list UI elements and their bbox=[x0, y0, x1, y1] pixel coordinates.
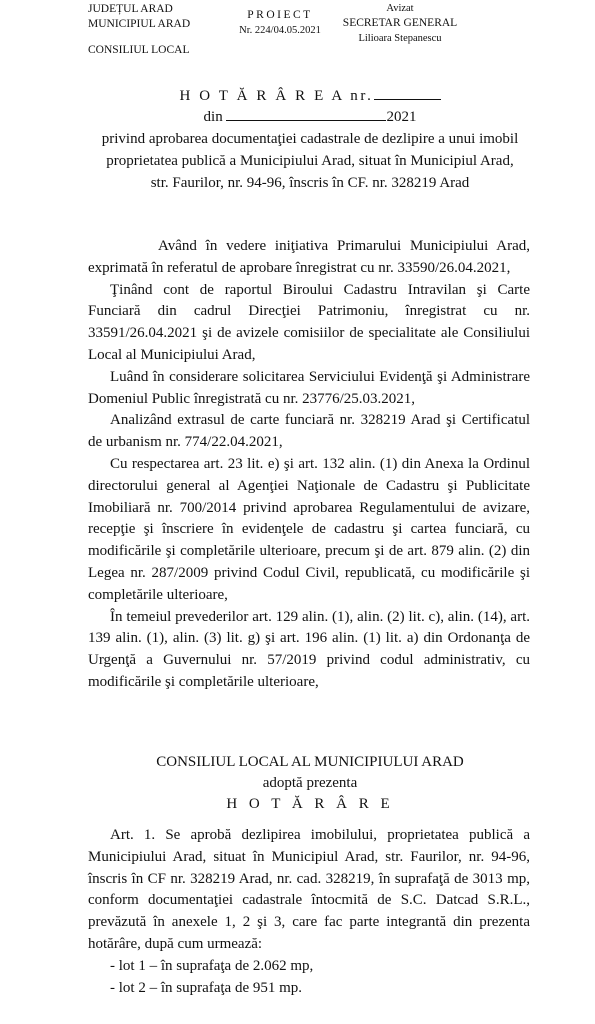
decision-heading: H O T Ă R Â R E bbox=[226, 796, 394, 812]
title-heading: H O T Ă R Â R E A nr. bbox=[179, 88, 374, 104]
preamble bbox=[88, 236, 530, 694]
council-label: CONSILIUL LOCAL bbox=[88, 44, 190, 56]
header-endorsement bbox=[340, 1, 460, 46]
endorsed-label: Avizat bbox=[386, 3, 414, 14]
project-label: PROIECT bbox=[247, 9, 313, 21]
preamble-paragraph: Analizând extrasul de carte funciară nr. 328219 Arad şi Certificatul de urbanism nr. 774/22.04.2021, bbox=[88, 412, 530, 451]
preamble-paragraph: În temeiul prevederilor art. 129 alin. (1), alin. (2) lit. c), alin. (14), art. 139 alin. (1), alin. (3) lit. g) şi art. 196 alin. (1) lit. a) din Ordonanţa de Urgenţă a Guvernului nr. 57/2019 privind codul administrativ, cu modificările şi completările ulterioare, bbox=[88, 608, 530, 690]
header-project bbox=[220, 8, 340, 38]
secretary-name: Lilioara Stepanescu bbox=[358, 33, 442, 44]
adopts-text: adoptă prezenta bbox=[262, 775, 358, 791]
preamble-paragraph: Ţinând cont de raportul Biroului Cadastru Intravilan şi Carte Funciară din cadrul Direcţiei Patrimoniu, înregistrat cu nr. 33591/26.04.2021 şi de avizele comisiilor de specialitate ale Consiliului Local al Municipiului Arad, bbox=[88, 281, 530, 363]
municipality-label: MUNICIPIUL ARAD bbox=[88, 18, 191, 30]
article-1 bbox=[88, 825, 530, 999]
adoption-block bbox=[60, 752, 560, 815]
project-number: Nr. 224/04.05.2021 bbox=[239, 25, 321, 36]
header-institution bbox=[88, 2, 190, 58]
date-prefix: din bbox=[203, 109, 223, 125]
council-name: CONSILIUL LOCAL AL MUNICIPIULUI ARAD bbox=[156, 754, 464, 770]
date-blank-line bbox=[226, 106, 386, 121]
date-line bbox=[60, 106, 560, 128]
preamble-paragraph: Cu respectarea art. 23 lit. e) şi art. 132 alin. (1) din Anexa la Ordinul directorului general al Agenţiei Naţionale de Cadastru şi Publicitate Imobiliară nr. 700/2014 privind aprobarea Regulamentului de avizare, recepţie şi înscriere în evidenţele de cadastru şi cartea funciară, cu modificările şi completările ulterioare, precum şi de art. 879 alin. (2) din Legea nr. 287/2009 privind Codul Civil, republicată, cu modificările şi completările ulterioare, bbox=[88, 455, 530, 603]
subject-line-3: str. Faurilor, nr. 94-96, înscris în CF. nr. 328219 Arad bbox=[150, 175, 470, 191]
preamble-paragraph: Luând în considerare solicitarea Serviciului Evidenţă şi Administrare Domeniul Public înregistrată cu nr. 23776/25.03.2021, bbox=[88, 368, 530, 407]
lot-item: - lot 2 – în suprafaţa de 951 mp. bbox=[110, 979, 303, 996]
subject-line-2: proprietatea publică a Municipiului Arad, situat în Municipiul Arad, bbox=[106, 153, 514, 169]
secretary-title: SECRETAR GENERAL bbox=[342, 17, 458, 29]
document-title bbox=[60, 85, 560, 107]
subject-line-1: privind aprobarea documentaţiei cadastrale de dezlipire a unui imobil bbox=[101, 131, 519, 147]
lot-item: - lot 1 – în suprafaţa de 2.062 mp, bbox=[110, 957, 314, 974]
number-blank-line bbox=[374, 85, 441, 100]
date-year: 2021 bbox=[386, 109, 417, 125]
document-subject bbox=[60, 128, 560, 194]
preamble-paragraph: Având în vedere iniţiativa Primarului Municipiului Arad, exprimată în referatul de aprobare înregistrat cu nr. 33590/26.04.2021, bbox=[88, 238, 530, 276]
article-1-text: Art. 1. Se aprobă dezlipirea imobilului, proprietatea publică a Municipiului Arad, situat în Municipiul Arad, str. Faurilor, nr. 94-96, înscris în CF nr. 328219 Arad, nr. cad. 328219, în suprafaţă de 3013 mp, conform documentaţiei cadastrale întocmită de S.C. Datcad S.R.L., prevăzută în anexele 1, 2 şi 3, care fac parte integrantă din prezenta hotărâre, după cum urmează: bbox=[88, 827, 530, 952]
county-label: JUDEȚUL ARAD bbox=[88, 3, 173, 15]
